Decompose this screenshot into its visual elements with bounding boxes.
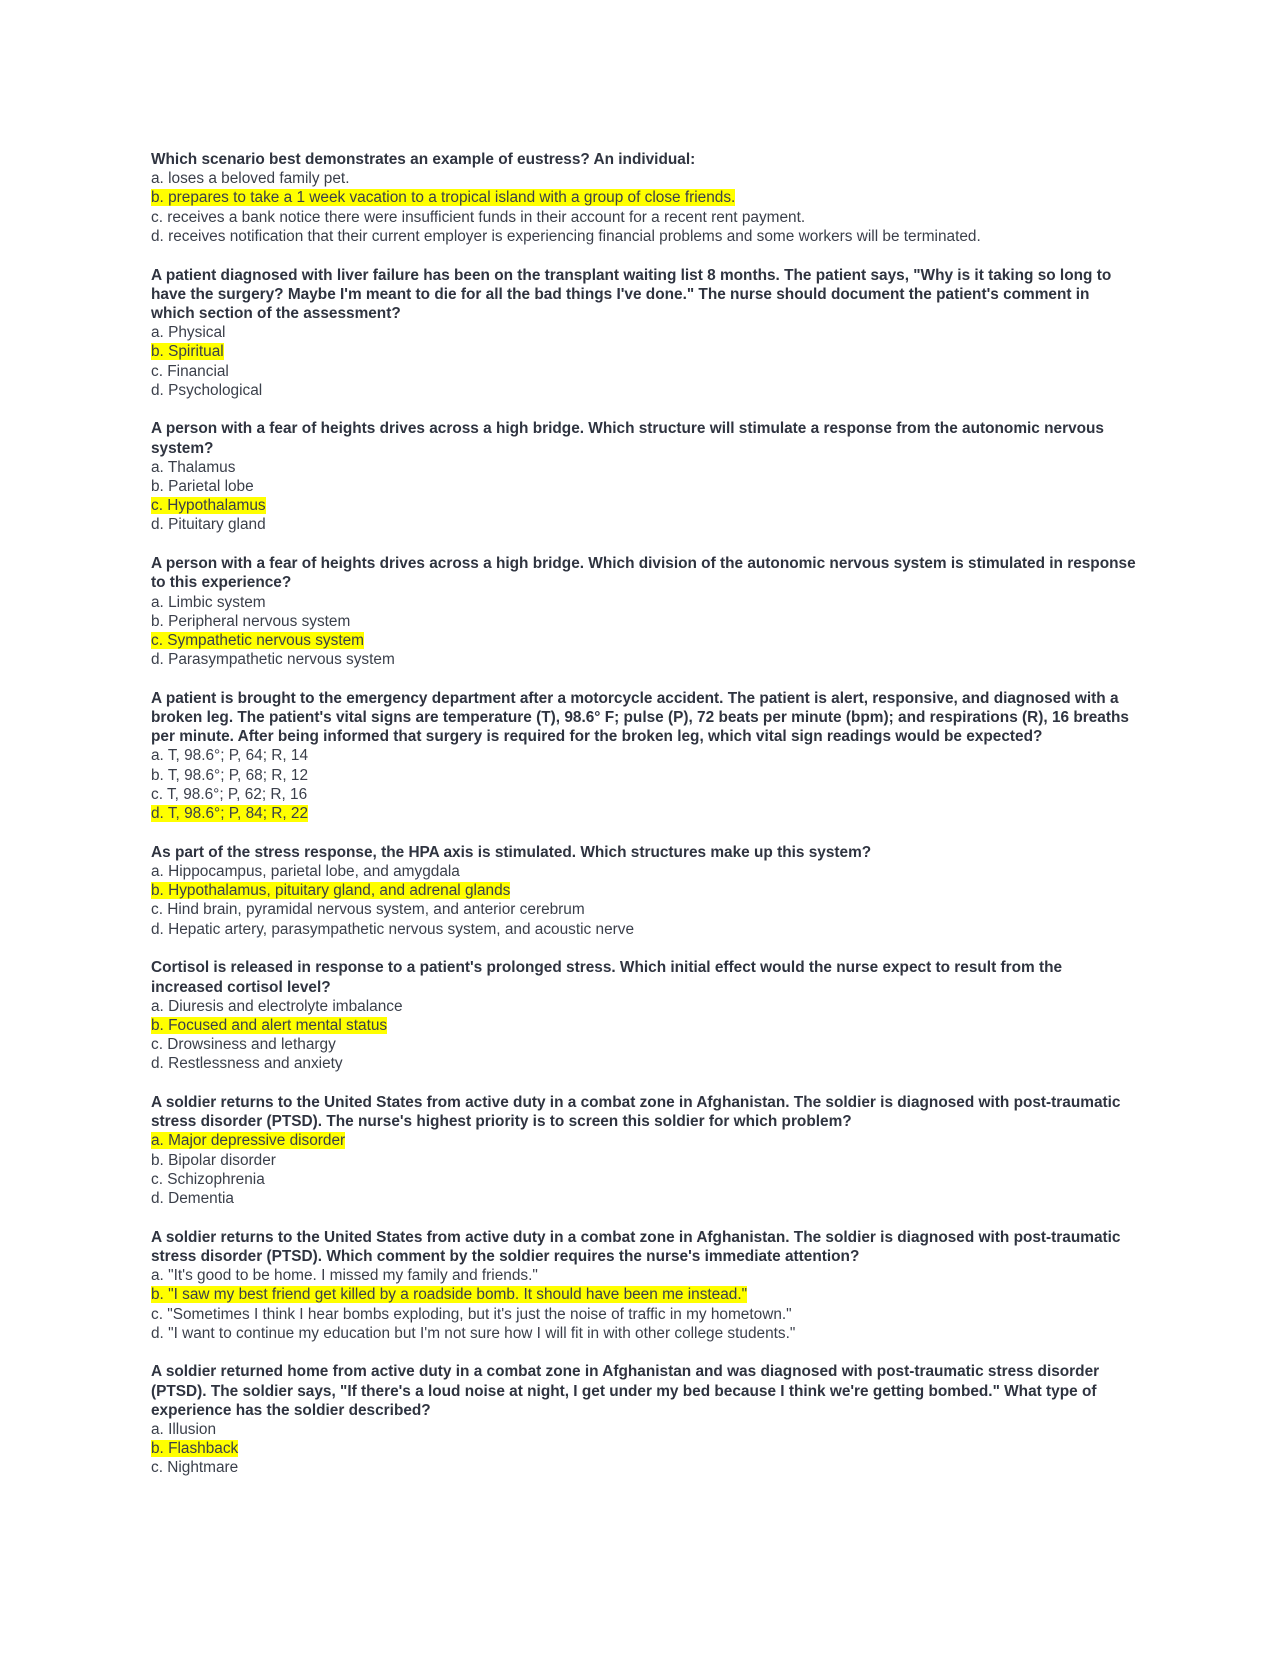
answer-option	[151, 1305, 1136, 1324]
answer-option	[151, 227, 1136, 246]
answer-option-text: b. Focused and alert mental status	[151, 1016, 388, 1034]
answer-option	[151, 458, 1136, 477]
answer-option-highlighted	[151, 188, 1136, 207]
answer-option	[151, 746, 1136, 765]
answer-option-text: c. Financial	[151, 362, 229, 380]
answer-option	[151, 593, 1136, 612]
answer-option-text: a. Thalamus	[151, 458, 236, 476]
answer-option	[151, 862, 1136, 881]
answer-option	[151, 785, 1136, 804]
answer-option	[151, 1266, 1136, 1285]
answer-option	[151, 900, 1136, 919]
answer-option-highlighted	[151, 631, 1136, 650]
answer-option	[151, 323, 1136, 342]
answer-option	[151, 362, 1136, 381]
question-block	[151, 689, 1136, 823]
question-stem: Cortisol is released in response to a patient's prolonged stress. Which initial effect would the nurse expect to result from the increased cortisol level?	[151, 959, 1063, 996]
question-stem: A person with a fear of heights drives across a high bridge. Which structure will stimulate a response from the autonomic nervous system?	[151, 420, 1104, 457]
question-stem: A person with a fear of heights drives across a high bridge. Which division of the autonomic nervous system is stimulated in response to this experience?	[151, 555, 1136, 592]
answer-option-text: d. Restlessness and anxiety	[151, 1055, 343, 1073]
question-block	[151, 419, 1136, 534]
question-stem: A soldier returned home from active duty in a combat zone in Afghanistan and was diagnosed with post-traumatic stress disorder (PTSD). The soldier says, "If there's a loud noise at night, I get under my bed because I think we're getting bombed." What type of experience has the soldier described?	[151, 1363, 1100, 1419]
answer-option-text: b. Parietal lobe	[151, 478, 254, 496]
answer-option-text: b. "I saw my best friend get killed by a roadside bomb. It should have been me instead."	[151, 1286, 748, 1304]
answer-option	[151, 515, 1136, 534]
answer-option-text: d. Hepatic artery, parasympathetic nervous system, and acoustic nerve	[151, 920, 635, 938]
answer-option-text: d. Parasympathetic nervous system	[151, 651, 395, 669]
answer-option	[151, 1458, 1136, 1477]
answer-option-highlighted	[151, 342, 1136, 361]
question-stem: A patient diagnosed with liver failure has been on the transplant waiting list 8 months. The patient says, "Why is it taking so long to have the surgery? Maybe I'm meant to die for all the bad things I've done." The nurse should document the patient's comment in which section of the assessment?	[151, 266, 1112, 322]
answer-option	[151, 1170, 1136, 1189]
answer-option	[151, 1324, 1136, 1343]
answer-option-highlighted	[151, 1285, 1136, 1304]
answer-option-text: b. Hypothalamus, pituitary gland, and adrenal glands	[151, 882, 511, 900]
answer-option-highlighted	[151, 1131, 1136, 1150]
document-page	[151, 150, 1136, 1497]
question-stem: Which scenario best demonstrates an example of eustress? An individual:	[151, 151, 696, 168]
answer-option-text: c. "Sometimes I think I hear bombs exploding, but it's just the noise of traffic in my hometown."	[151, 1305, 792, 1323]
answer-option-highlighted	[151, 1016, 1136, 1035]
answer-option	[151, 381, 1136, 400]
question-stem: A soldier returns to the United States from active duty in a combat zone in Afghanistan. The soldier is diagnosed with post-traumatic stress disorder (PTSD). Which comment by the soldier requires the nurse's immediate attention?	[151, 1228, 1121, 1265]
answer-option-text: d. "I want to continue my education but I'm not sure how I will fit in with other college students."	[151, 1324, 796, 1342]
question-block	[151, 1093, 1136, 1208]
answer-option-text: d. T, 98.6°; P, 84; R, 22	[151, 805, 309, 823]
answer-option-text: d. Dementia	[151, 1190, 234, 1208]
question-block	[151, 1228, 1136, 1343]
answer-option-text: b. Spiritual	[151, 343, 224, 361]
answer-option-text: d. receives notification that their current employer is experiencing financial problems and some workers will be terminated.	[151, 227, 981, 245]
question-block	[151, 843, 1136, 939]
answer-option-text: a. Limbic system	[151, 593, 266, 611]
answer-option-text: a. Hippocampus, parietal lobe, and amygdala	[151, 863, 460, 880]
answer-option-text: c. Sympathetic nervous system	[151, 631, 364, 649]
question-block	[151, 150, 1136, 246]
question-stem: As part of the stress response, the HPA axis is stimulated. Which structures make up this system?	[151, 843, 872, 861]
answer-option-text: b. Bipolar disorder	[151, 1151, 276, 1169]
question-block	[151, 554, 1136, 669]
answer-option-text: b. Peripheral nervous system	[151, 612, 351, 630]
answer-option-text: b. prepares to take a 1 week vacation to a tropical island with a group of close friends.	[151, 189, 736, 207]
answer-option-text: a. loses a beloved family pet.	[151, 170, 350, 188]
answer-option-text: c. T, 98.6°; P, 62; R, 16	[151, 785, 308, 803]
answer-option	[151, 1054, 1136, 1073]
answer-option-highlighted	[151, 496, 1136, 515]
answer-option-text: a. "It's good to be home. I missed my family and friends."	[151, 1267, 538, 1285]
answer-option-text: c. Nightmare	[151, 1459, 239, 1477]
answer-option	[151, 169, 1136, 188]
answer-option-text: a. Diuresis and electrolyte imbalance	[151, 997, 403, 1015]
answer-option-text: a. T, 98.6°; P, 64; R, 14	[151, 747, 309, 765]
answer-option	[151, 1189, 1136, 1208]
answer-option-text: c. Drowsiness and lethargy	[151, 1036, 336, 1054]
answer-option	[151, 1151, 1136, 1170]
answer-option-text: d. Psychological	[151, 381, 263, 399]
answer-option-text: a. Illusion	[151, 1421, 217, 1439]
answer-option-text: d. Pituitary gland	[151, 516, 266, 534]
answer-option	[151, 208, 1136, 227]
answer-option	[151, 1420, 1136, 1439]
question-stem: A patient is brought to the emergency department after a motorcycle accident. The patient is alert, responsive, and diagnosed with a broken leg. The patient's vital signs are temperature (T), 98.6° F; pulse (P), 72 beats per minute (bpm); and respirations (R), 16 breaths per minute. After being informed that surgery is required for the broken leg, which vital sign readings would be expected?	[151, 689, 1129, 746]
question-block	[151, 266, 1136, 400]
answer-option	[151, 920, 1136, 939]
answer-option	[151, 766, 1136, 785]
answer-option	[151, 477, 1136, 496]
question-block	[151, 1362, 1136, 1477]
answer-option-text: c. Schizophrenia	[151, 1170, 265, 1188]
answer-option-highlighted	[151, 804, 1136, 823]
answer-option-highlighted	[151, 1439, 1136, 1458]
answer-option-text: c. Hind brain, pyramidal nervous system, and anterior cerebrum	[151, 901, 585, 919]
question-stem: A soldier returns to the United States from active duty in a combat zone in Afghanistan. The soldier is diagnosed with post-traumatic stress disorder (PTSD). The nurse's highest priority is to screen this soldier for which problem?	[151, 1094, 1121, 1131]
answer-option	[151, 997, 1136, 1016]
answer-option	[151, 650, 1136, 669]
answer-option-text: b. Flashback	[151, 1440, 239, 1458]
answer-option-highlighted	[151, 881, 1136, 900]
question-block	[151, 958, 1136, 1073]
answer-option	[151, 612, 1136, 631]
answer-option-text: a. Major depressive disorder	[151, 1132, 346, 1150]
answer-option	[151, 1035, 1136, 1054]
answer-option-text: c. receives a bank notice there were insufficient funds in their account for a recent rent payment.	[151, 208, 806, 226]
answer-option-text: c. Hypothalamus	[151, 497, 266, 515]
answer-option-text: a. Physical	[151, 324, 226, 342]
answer-option-text: b. T, 98.6°; P, 68; R, 12	[151, 766, 309, 784]
